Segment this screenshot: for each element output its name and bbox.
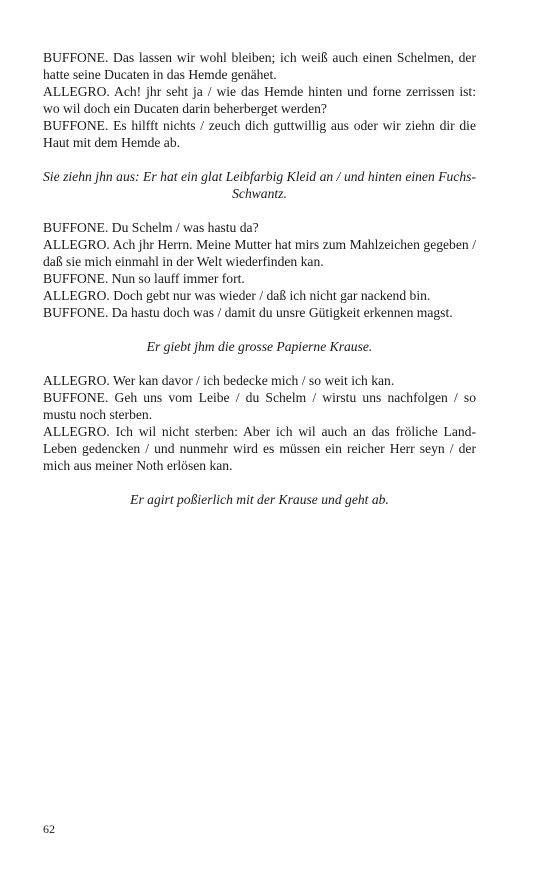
speaker-name: ALLEGRO. <box>43 288 110 303</box>
speaker-name: BUFFONE. <box>43 118 109 133</box>
speech-text: Das lassen wir wohl bleiben; ich weiß auch einen Schelmen, der hatte seine Ducaten in das Hemde genähet. <box>43 50 476 82</box>
stage-direction: Er giebt jhm die grosse Papierne Krause. <box>146 339 373 354</box>
stage-direction: Er agirt poßierlich mit der Krause und geht ab. <box>130 492 389 507</box>
blank-line <box>43 202 476 219</box>
page-text <box>43 49 476 508</box>
blank-line <box>43 474 476 491</box>
speaker-name: BUFFONE. <box>43 305 109 320</box>
speech-allegro-1 <box>43 83 476 117</box>
speech-text: Nun so lauff immer fort. <box>111 271 245 286</box>
blank-line <box>43 151 476 168</box>
speech-allegro-5 <box>43 423 476 474</box>
speaker-name: BUFFONE. <box>43 50 109 65</box>
speaker-name: BUFFONE. <box>43 220 109 235</box>
speaker-name: ALLEGRO. <box>43 424 110 439</box>
speech-buffone-6 <box>43 389 476 423</box>
blank-line <box>43 355 476 372</box>
speech-text: Ach jhr Herrn. Meine Mutter hat mirs zum Mahlzeichen gegeben / daß sie mich einmahl in der Welt wiederfinden kan. <box>43 237 477 269</box>
speech-text: Ach! jhr seht ja / wie das Hemde hinten und forne zerrissen ist: wo wil doch ein Ducaten darin beherberget werden? <box>43 84 476 116</box>
speech-text: Wer kan davor / ich bedecke mich / so weit ich kan. <box>112 373 395 388</box>
speech-allegro-2 <box>43 236 476 270</box>
speech-text: Doch gebt nur was wieder / daß ich nicht gar nackend bin. <box>113 288 431 303</box>
page-number: 62 <box>43 822 55 836</box>
stage-direction: Sie ziehn jhn aus: Er hat ein glat Leibfarbig Kleid an / und hinten einen Fuchs-Schwantz. <box>43 169 476 201</box>
speech-text: Da hastu doch was / damit du unsre Gütigkeit erkennen magst. <box>111 305 453 320</box>
speech-text: Ich wil nicht sterben: Aber ich wil auch an das fröliche Land-Leben gedencken / und nunmehr wird es müssen ein reicher Herr seyn / der mich aus meiner Noth erlösen kan. <box>43 424 476 473</box>
speech-buffone-3 <box>43 219 476 236</box>
speaker-name: ALLEGRO. <box>43 373 110 388</box>
speech-text: Es hilfft nichts / zeuch dich guttwillig aus oder wir ziehn dir die Haut mit dem Hemde ab. <box>43 118 476 150</box>
speech-buffone-2 <box>43 117 476 151</box>
speech-buffone-5 <box>43 304 476 321</box>
speaker-name: BUFFONE. <box>43 271 109 286</box>
blank-line <box>43 321 476 338</box>
speech-buffone-4 <box>43 270 476 287</box>
speech-buffone-1 <box>43 49 476 83</box>
speech-text: Geh uns vom Leibe / du Schelm / wirstu uns nachfolgen / so mustu noch sterben. <box>43 390 476 422</box>
speech-allegro-3 <box>43 287 476 304</box>
speech-allegro-4 <box>43 372 476 389</box>
speaker-name: BUFFONE. <box>43 390 109 405</box>
speaker-name: ALLEGRO. <box>43 237 110 252</box>
speaker-name: ALLEGRO. <box>43 84 110 99</box>
speech-text: Du Schelm / was hastu da? <box>111 220 259 235</box>
